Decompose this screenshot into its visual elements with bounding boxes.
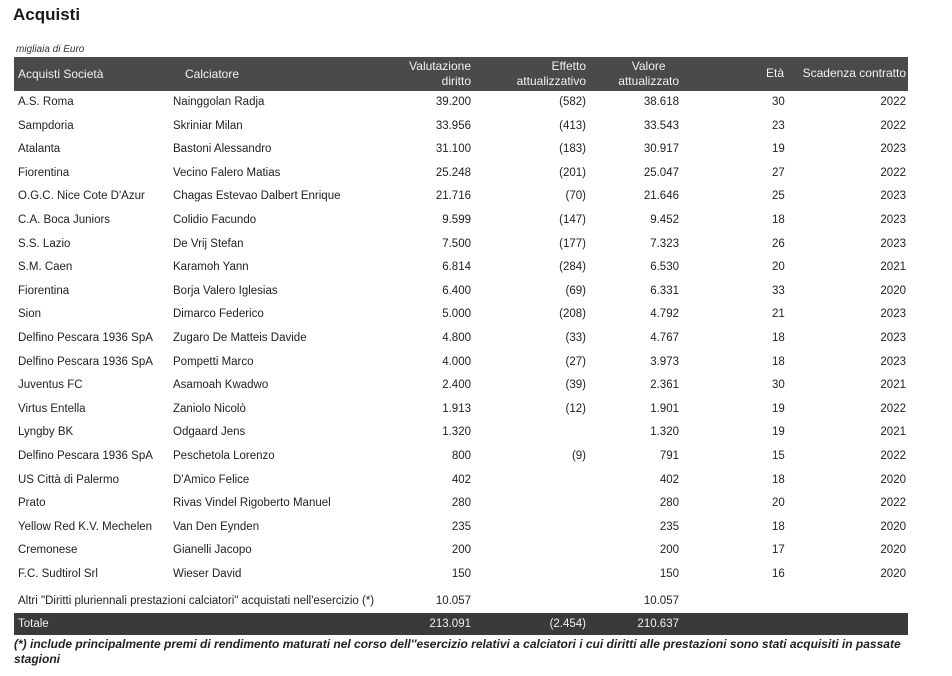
cell-scadenza: 2023: [880, 332, 906, 344]
table-row: [14, 470, 908, 493]
cell-eta: 18: [772, 473, 785, 486]
cell-valore: 1.901: [650, 402, 679, 415]
header-valutazione: [409, 59, 471, 89]
cell-valutazione: 4.000: [442, 355, 471, 368]
cell-effetto: (39): [565, 379, 586, 392]
cell-societa: Fiorentina: [18, 166, 70, 179]
cell-scadenza: 2020: [880, 544, 906, 557]
cell-effetto: (201): [559, 166, 586, 179]
table-row: [14, 92, 908, 115]
cell-calciatore: Skriniar Milan: [173, 119, 243, 132]
cell-scadenza: 2023: [880, 214, 906, 226]
total-effetto: (2.454): [549, 618, 586, 630]
cell-valutazione: 33.956: [435, 119, 471, 132]
cell-societa: Juventus FC: [18, 379, 83, 392]
table-header: [14, 57, 908, 91]
cell-calciatore: Colidio Facundo: [173, 214, 257, 226]
cell-valutazione: 5.000: [442, 308, 471, 321]
cell-scadenza: 2020: [880, 568, 906, 580]
table-row: [14, 210, 908, 233]
cell-eta: 18: [772, 332, 785, 344]
cell-scadenza: 2023: [880, 237, 906, 250]
cell-calciatore: Zaniolo Nicolò: [173, 402, 246, 415]
cell-calciatore: Rivas Vindel Rigoberto Manuel: [173, 497, 331, 510]
cell-scadenza: 2022: [880, 497, 906, 510]
cell-valore: 6.331: [650, 284, 679, 297]
cell-eta: 33: [772, 284, 785, 297]
header-effetto-line1: Effetto: [551, 59, 586, 73]
cell-valore: 235: [659, 520, 679, 533]
cell-eta: 26: [772, 237, 785, 250]
others-label: Altri "Diritti pluriennali prestazioni calciatori" acquistati nell'esercizio (*): [18, 595, 375, 607]
cell-eta: 19: [772, 426, 785, 439]
cell-scadenza: 2020: [880, 520, 906, 533]
cell-scadenza: 2020: [880, 473, 906, 486]
others-valutazione: 10.057: [435, 595, 471, 607]
cell-calciatore: De Vrij Stefan: [173, 237, 244, 250]
table-row: [14, 540, 908, 563]
footnote: (*) include principalmente premi di rendimento maturati nel corso dell''esercizio relativi a calciatori i cui diritti alle prestazioni sono stati acquisiti in passate stagioni: [14, 637, 901, 666]
table-row: [14, 517, 908, 540]
cell-calciatore: Asamoah Kwadwo: [173, 379, 269, 392]
table-row: [14, 163, 908, 186]
cell-scadenza: 2022: [880, 96, 906, 108]
cell-eta: 18: [772, 355, 785, 368]
cell-effetto: (284): [559, 261, 586, 274]
cell-calciatore: Odgaard Jens: [173, 426, 246, 439]
header-effetto: [517, 59, 586, 89]
cell-calciatore: Bastoni Alessandro: [173, 143, 272, 156]
cell-valutazione: 1.913: [442, 402, 471, 415]
cell-valutazione: 200: [451, 544, 471, 557]
cell-valutazione: 9.599: [442, 214, 471, 226]
cell-societa: Yellow Red K.V. Mechelen: [18, 520, 153, 533]
cell-societa: Cremonese: [18, 544, 78, 557]
cell-societa: Delfino Pescara 1936 SpA: [18, 332, 153, 344]
cell-effetto: (69): [565, 284, 586, 297]
cell-societa: Delfino Pescara 1936 SpA: [18, 355, 153, 368]
cell-valore: 280: [659, 497, 679, 510]
cell-valore: 1.320: [650, 426, 679, 439]
total-label: Totale: [18, 618, 49, 630]
table-row: [14, 304, 908, 327]
cell-effetto: (183): [559, 143, 586, 156]
cell-eta: 19: [772, 402, 785, 415]
cell-calciatore: Wieser David: [173, 568, 242, 580]
cell-eta: 19: [772, 143, 785, 156]
cell-valore: 402: [659, 473, 679, 486]
cell-valutazione: 150: [451, 568, 471, 580]
cell-scadenza: 2023: [880, 355, 906, 368]
cell-societa: Lyngby BK: [18, 426, 74, 439]
cell-valutazione: 21.716: [435, 190, 471, 203]
cell-effetto: (413): [559, 119, 586, 132]
cell-societa: Fiorentina: [18, 284, 70, 297]
cell-calciatore: Borja Valero Iglesias: [173, 284, 278, 297]
cell-societa: Delfino Pescara 1936 SpA: [18, 450, 153, 462]
others-valore: 10.057: [643, 595, 679, 607]
cell-societa: US Città di Palermo: [18, 473, 119, 486]
table-row: [14, 564, 908, 587]
cell-valore: 3.973: [650, 355, 679, 368]
cell-scadenza: 2021: [880, 426, 906, 439]
header-valore-line2: attualizzato: [618, 74, 679, 88]
cell-valore: 2.361: [650, 379, 679, 392]
cell-societa: C.A. Boca Juniors: [18, 214, 111, 226]
header-societa: Acquisti Società: [18, 67, 104, 81]
cell-eta: 18: [772, 214, 785, 226]
cell-scadenza: 2023: [880, 308, 906, 321]
header-eta: Età: [766, 66, 785, 80]
cell-calciatore: Dimarco Federico: [173, 308, 264, 321]
cell-calciatore: D'Amico Felice: [173, 473, 250, 486]
cell-valutazione: 235: [451, 520, 471, 533]
cell-eta: 25: [772, 190, 785, 203]
cell-scadenza: 2022: [880, 402, 906, 415]
cell-valore: 150: [659, 568, 679, 580]
cell-eta: 30: [772, 96, 785, 108]
header-valutazione-line2: diritto: [441, 74, 471, 88]
cell-scadenza: 2021: [880, 379, 906, 392]
cell-valutazione: 4.800: [442, 332, 471, 344]
cell-valutazione: 39.200: [435, 96, 471, 108]
cell-scadenza: 2020: [880, 284, 906, 297]
cell-eta: 30: [772, 379, 785, 392]
cell-effetto: (33): [565, 332, 586, 344]
cell-calciatore: Van Den Eynden: [173, 520, 260, 533]
cell-valutazione: 2.400: [442, 379, 471, 392]
cell-eta: 21: [772, 308, 785, 321]
table-row: [14, 139, 908, 162]
cell-calciatore: Nainggolan Radja: [173, 96, 265, 108]
cell-eta: 27: [772, 166, 785, 179]
cell-eta: 23: [772, 119, 785, 132]
cell-societa: F.C. Sudtirol Srl: [18, 568, 98, 580]
cell-valore: 200: [659, 544, 679, 557]
table-row: [14, 399, 908, 422]
cell-calciatore: Vecino Falero Matias: [173, 166, 281, 179]
cell-valutazione: 402: [451, 473, 471, 486]
table-row: [14, 281, 908, 304]
cell-eta: 15: [772, 450, 785, 462]
total-valore: 210.637: [637, 618, 679, 630]
cell-scadenza: 2022: [880, 166, 906, 179]
cell-effetto: (147): [559, 214, 586, 226]
cell-valutazione: 800: [451, 450, 471, 462]
cell-scadenza: 2021: [880, 261, 906, 274]
cell-societa: O.G.C. Nice Cote D'Azur: [18, 190, 145, 203]
cell-valore: 9.452: [650, 214, 679, 226]
cell-valore: 6.530: [650, 261, 679, 274]
cell-valutazione: 31.100: [435, 143, 471, 156]
cell-societa: Virtus Entella: [18, 402, 86, 415]
cell-effetto: (9): [571, 450, 586, 462]
cell-eta: 16: [772, 568, 785, 580]
cell-societa: S.M. Caen: [18, 261, 73, 274]
header-valutazione-line1: Valutazione: [409, 59, 471, 73]
cell-valutazione: 7.500: [442, 237, 471, 250]
cell-societa: A.S. Roma: [18, 96, 74, 108]
table-row: [14, 328, 908, 351]
cell-scadenza: 2023: [880, 143, 906, 156]
cell-effetto: (208): [559, 308, 586, 321]
table-row: [14, 446, 908, 469]
table-row: [14, 375, 908, 398]
cell-effetto: (12): [565, 402, 586, 415]
table-row: [14, 116, 908, 139]
cell-scadenza: 2022: [880, 119, 906, 132]
cell-valutazione: 6.814: [442, 261, 471, 274]
cell-societa: Sion: [18, 308, 42, 321]
cell-valore: 38.618: [643, 96, 679, 108]
cell-valore: 33.543: [643, 119, 679, 132]
cell-calciatore: Zugaro De Matteis Davide: [173, 332, 307, 344]
cell-effetto: (70): [565, 190, 586, 203]
cell-valutazione: 6.400: [442, 284, 471, 297]
page-title: Acquisti: [13, 5, 81, 24]
total-valutazione: 213.091: [429, 618, 471, 630]
unit-label: migliaia di Euro: [16, 44, 85, 55]
cell-calciatore: Pompetti Marco: [173, 355, 254, 368]
cell-eta: 20: [772, 261, 785, 274]
cell-valore: 4.767: [650, 332, 679, 344]
cell-calciatore: Karamoh Yann: [173, 261, 249, 274]
cell-eta: 18: [772, 520, 785, 533]
table-row: [14, 257, 908, 280]
table-row: [14, 186, 908, 209]
cell-valutazione: 280: [451, 497, 471, 510]
table-row: [14, 352, 908, 375]
others-row: [14, 591, 908, 613]
cell-societa: S.S. Lazio: [18, 237, 71, 250]
cell-valore: 4.792: [650, 308, 679, 321]
cell-valore: 25.047: [643, 166, 679, 179]
cell-valutazione: 25.248: [435, 166, 471, 179]
header-valore: [618, 59, 679, 89]
total-row: [14, 613, 908, 635]
cell-calciatore: Chagas Estevao Dalbert Enrique: [173, 190, 341, 203]
header-scadenza: Scadenza contratto: [802, 66, 906, 80]
header-valore-line1: Valore: [631, 59, 666, 73]
table-row: [14, 234, 908, 257]
cell-societa: Prato: [18, 497, 46, 510]
cell-effetto: (27): [565, 355, 586, 368]
cell-valore: 30.917: [643, 143, 679, 156]
cell-valore: 791: [659, 450, 679, 462]
header-calciatore: Calciatore: [185, 67, 240, 81]
cell-scadenza: 2023: [880, 190, 906, 203]
cell-eta: 20: [772, 497, 785, 510]
cell-valutazione: 1.320: [442, 426, 471, 439]
cell-valore: 21.646: [643, 190, 679, 203]
cell-calciatore: Peschetola Lorenzo: [173, 450, 275, 462]
cell-societa: Sampdoria: [18, 119, 74, 132]
cell-scadenza: 2022: [880, 450, 906, 462]
cell-effetto: (177): [559, 237, 586, 250]
table-row: [14, 493, 908, 516]
cell-calciatore: Gianelli Jacopo: [173, 544, 252, 557]
cell-eta: 17: [772, 544, 785, 557]
cell-societa: Atalanta: [18, 143, 61, 156]
header-effetto-line2: attualizzativo: [516, 74, 586, 88]
table-row: [14, 422, 908, 445]
cell-valore: 7.323: [650, 237, 679, 250]
cell-effetto: (582): [559, 96, 586, 108]
